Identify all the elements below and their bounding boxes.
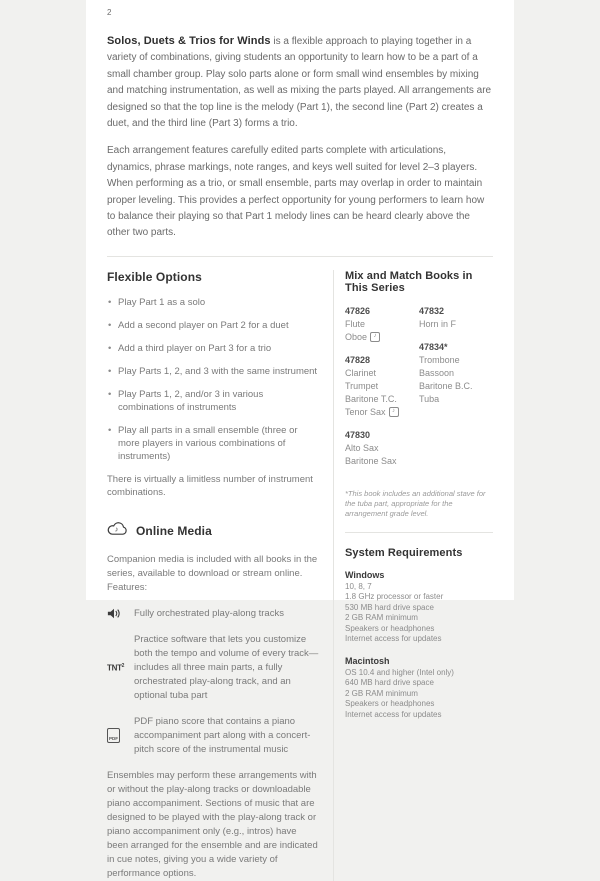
book-instrument: Tuba bbox=[419, 393, 440, 404]
list-item: • Add a third player on Part 3 for a trio bbox=[107, 342, 319, 355]
intro-paragraph bbox=[107, 33, 493, 132]
requirement-line: Speakers or headphones bbox=[345, 623, 435, 633]
requirement-line: Internet access for updates bbox=[345, 634, 442, 644]
requirement-line: 1.8 GHz processor or faster bbox=[345, 592, 444, 602]
books-series-title: Mix and Match Books in This Series bbox=[345, 269, 473, 294]
requirement-line: 2 GB RAM minimum bbox=[345, 613, 418, 623]
books-column-2 bbox=[419, 306, 493, 479]
books-column-1 bbox=[345, 306, 419, 479]
list-item: • Play Parts 1, 2, and 3 with the same instrument bbox=[107, 365, 319, 378]
list-item: • Add a second player on Part 2 for a duet bbox=[107, 319, 319, 332]
feature-text: PDF piano score that contains a piano accompaniment part along with a concert-pitch score of the instrumental music bbox=[134, 715, 311, 755]
book-instrument: Flute bbox=[345, 318, 366, 329]
book-instrument: Bassoon bbox=[419, 367, 455, 378]
left-column bbox=[107, 270, 333, 881]
os-name: Macintosh bbox=[345, 655, 390, 666]
book-instrument: Baritone T.C. bbox=[345, 393, 397, 404]
book-instrument: Trombone bbox=[419, 354, 460, 365]
intro-text: is a flexible approach to playing together in a variety of combinations, giving students an opportunity to learn how to be a part of a small chamber group. Play solo parts alone or form small wind ensembles by mixing and matching instrumentation, as well as mixing the parts played. All arrangements are designed so that the top line is the melody (Part 1), the second line (Part 2) creates a duet, and the third line (Part 3) forms a trio. bbox=[107, 36, 492, 130]
feature-text: Practice software that lets you customize both the tempo and volume of every track—includes all three main parts, a fully orchestrated play-along track, and an optional tuba part bbox=[134, 633, 319, 701]
requirement-line: Internet access for updates bbox=[345, 709, 442, 719]
online-media-intro: Companion media is included with all books in the series, available to download or stream online. Features: bbox=[107, 553, 318, 593]
series-title: Solos, Duets & Trios for Winds bbox=[107, 35, 271, 47]
book-instrument: Clarinet bbox=[345, 367, 377, 378]
books-footnote: *This book includes an additional stave for the tuba part, appropriate for the arrangement grade level. bbox=[345, 488, 486, 518]
book-instrument: Alto Sax bbox=[345, 442, 379, 453]
speaker-icon bbox=[107, 607, 134, 621]
flexible-options-title: Flexible Options bbox=[107, 269, 202, 284]
intro-section bbox=[107, 33, 493, 242]
flexible-options-list bbox=[107, 296, 319, 463]
os-name: Windows bbox=[345, 569, 385, 580]
book-instrument: Horn in F bbox=[419, 318, 457, 329]
macintosh-requirements bbox=[345, 656, 493, 721]
two-column-section bbox=[107, 256, 493, 881]
online-media-closing: Ensembles may perform these arrangements with or without the play-along tracks or downloadable piano accompaniment. Sections of music that are designed to be played with the play-along track or piano accompaniment only (e.g., intros) have been arranged for the ensemble and are indicated in cue notes, giving you a wide variety of performance options. bbox=[107, 769, 318, 879]
feature-row bbox=[107, 607, 319, 621]
book-group bbox=[345, 430, 419, 468]
book-instrument: Baritone Sax bbox=[345, 455, 397, 466]
book-group bbox=[419, 306, 493, 331]
list-item: • Play Parts 1, 2, and/or 3 in various combinations of instruments bbox=[107, 388, 319, 414]
flexible-options-closing: There is virtually a limitless number of instrument combinations. bbox=[107, 473, 313, 498]
requirement-line: 2 GB RAM minimum bbox=[345, 688, 418, 698]
windows-requirements bbox=[345, 570, 493, 645]
book-number: 47826 bbox=[345, 305, 371, 316]
audio-note-icon: ♪ bbox=[370, 332, 380, 342]
feature-text: Fully orchestrated play-along tracks bbox=[134, 607, 284, 619]
tnt-software-icon: TNT$^2$ bbox=[107, 663, 125, 673]
page-number: 2 bbox=[107, 8, 112, 17]
book-instrument: Tenor Sax ♪ bbox=[345, 406, 419, 419]
requirement-line: OS 10.4 and higher (Intel only) bbox=[345, 667, 454, 677]
book-number: 47828 bbox=[345, 354, 371, 365]
system-requirements-title: System Requirements bbox=[345, 546, 463, 559]
feature-row bbox=[107, 633, 319, 703]
requirement-line: 640 MB hard drive space bbox=[345, 678, 434, 688]
book-instrument: Trumpet bbox=[345, 380, 379, 391]
pdf-icon: PDF bbox=[107, 715, 134, 757]
horizontal-divider bbox=[345, 532, 493, 533]
svg-text:♪: ♪ bbox=[114, 524, 119, 534]
requirement-line: Speakers or headphones bbox=[345, 699, 435, 709]
book-instrument: Oboe ♪ bbox=[345, 331, 419, 344]
right-column bbox=[334, 270, 493, 881]
requirement-line: 530 MB hard drive space bbox=[345, 602, 434, 612]
system-requirements-section bbox=[345, 547, 493, 721]
requirement-line: 10, 8, 7 bbox=[345, 581, 372, 591]
book-group bbox=[419, 342, 493, 406]
book-instrument: Baritone B.C. bbox=[419, 380, 473, 391]
list-item: • Play Part 1 as a solo bbox=[107, 296, 319, 309]
cloud-music-icon bbox=[107, 521, 129, 541]
book-number: 47834* bbox=[419, 341, 448, 352]
intro-paragraph-2: Each arrangement features carefully edited parts complete with articulations, dynamics, phrase markings, note ranges, and keys well suited for level 2–3 players. When performing as a trio, or small ensemble, parts may overlap in order to maintain proper leveling. This provides a perfect opportunity for young performers to learn how to balance their playing so that Part 1 melody lines can be heard clearly above the other two parts. bbox=[107, 145, 485, 239]
book-group bbox=[345, 355, 419, 419]
audio-note-icon: ♪ bbox=[389, 407, 399, 417]
online-media-header bbox=[107, 521, 319, 541]
feature-row bbox=[107, 715, 319, 757]
document-page bbox=[86, 0, 514, 879]
online-media-title: Online Media bbox=[136, 523, 212, 538]
list-item: • Play all parts in a small ensemble (three or more players in various combinations of instruments) bbox=[107, 424, 319, 463]
book-group bbox=[345, 306, 419, 344]
book-number: 47832 bbox=[419, 305, 445, 316]
books-grid bbox=[345, 306, 493, 479]
book-number: 47830 bbox=[345, 429, 371, 440]
